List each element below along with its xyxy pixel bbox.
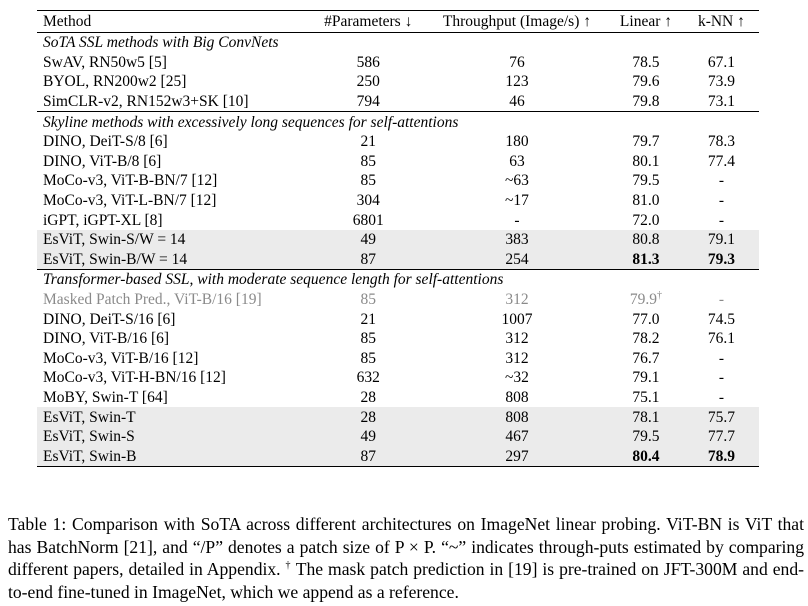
cell-knn [684, 53, 759, 73]
section-header-row [37, 33, 759, 53]
cell-method [37, 446, 311, 466]
cell-method [37, 349, 311, 369]
table-row [37, 290, 759, 310]
cell-throughput-text: 312 [505, 291, 529, 309]
cell-throughput-text: 312 [505, 330, 529, 348]
cell-throughput [426, 427, 608, 447]
cell-throughput [426, 132, 608, 152]
cell-params [311, 72, 426, 92]
cell-linear-text: 78.5 [632, 53, 660, 71]
cell-linear-text: 80.4 [632, 447, 660, 465]
cell-method [37, 132, 311, 152]
section-header-row [37, 112, 759, 132]
cell-linear [608, 210, 684, 230]
cell-method-text: MoBY, Swin-T [64] [43, 388, 168, 406]
cell-method [37, 407, 311, 427]
cell-linear-text: 81.0 [632, 192, 660, 210]
caption-text: Comparison with SoTA across different architectures on ImageNet linear probing. ViT-BN is ViT that has BatchNorm [21], and “/P” denotes a patch size of P × P. “~” indicates through-puts estimated by comparing different papers, detailed in Appendix. [8, 514, 804, 579]
cell-throughput-text: 76 [509, 53, 525, 71]
table-row [37, 446, 759, 466]
section-title: Transformer-based SSL, with moderate sequence length for self-attentions [37, 270, 759, 290]
cell-method-text: BYOL, RN200w2 [25] [43, 73, 187, 91]
cell-knn-text: 67.1 [707, 53, 735, 71]
cell-knn-text: - [718, 192, 724, 210]
cell-throughput-text: 808 [505, 408, 529, 426]
results-table [37, 10, 759, 467]
cell-method [37, 171, 311, 191]
cell-method [37, 210, 311, 230]
cell-linear [608, 230, 684, 250]
cell-linear [608, 368, 684, 388]
cell-throughput-text: 254 [505, 250, 529, 268]
cell-throughput [426, 250, 608, 270]
cell-linear-text: 75.1 [632, 388, 660, 406]
cell-params [311, 446, 426, 466]
cell-knn-text: - [718, 369, 724, 387]
cell-throughput [426, 92, 608, 112]
table-row [37, 427, 759, 447]
cell-params-text: 85 [360, 172, 376, 190]
cell-knn [684, 250, 759, 270]
cell-method-text: EsViT, Swin-S [43, 428, 135, 446]
cell-params-text: 6801 [352, 211, 384, 229]
cell-linear-text: 79.5 [632, 172, 660, 190]
cell-params-text: 21 [360, 310, 376, 328]
cell-throughput-text: ~32 [505, 369, 529, 387]
cell-linear [608, 309, 684, 329]
cell-knn [684, 309, 759, 329]
cell-method-text: EsViT, Swin-T [43, 408, 136, 426]
cell-throughput [426, 72, 608, 92]
cell-knn-text: 75.7 [707, 408, 735, 426]
cell-knn [684, 290, 759, 310]
cell-throughput [426, 309, 608, 329]
section-header-row [37, 270, 759, 290]
cell-params [311, 349, 426, 369]
cell-method-text: iGPT, iGPT-XL [8] [43, 211, 163, 229]
cell-params-text: 85 [360, 291, 376, 309]
cell-method [37, 427, 311, 447]
table-header-row [37, 11, 759, 33]
cell-linear [608, 171, 684, 191]
cell-linear [608, 152, 684, 172]
table-row [37, 368, 759, 388]
table-row [37, 210, 759, 230]
cell-linear-text: 78.2 [632, 330, 660, 348]
cell-throughput-text: ~17 [505, 192, 529, 210]
cell-params-text: 21 [360, 133, 376, 151]
cell-knn-text: 78.3 [707, 133, 735, 151]
cell-throughput [426, 388, 608, 408]
cell-knn-text: 77.4 [707, 152, 735, 170]
cell-params-text: 794 [356, 93, 380, 111]
cell-method-text: EsViT, Swin-B [43, 447, 137, 465]
cell-params-text: 87 [360, 250, 376, 268]
cell-knn-text: - [718, 388, 724, 406]
cell-knn [684, 72, 759, 92]
cell-throughput [426, 230, 608, 250]
table-row [37, 152, 759, 172]
caption-note: The mask patch prediction in [19] is pre-trained on JFT-300M and end-to-end fine-tuned in ImageNet, which we append as a reference. [8, 559, 804, 602]
cell-throughput [426, 152, 608, 172]
caption-dagger: † [285, 560, 292, 572]
cell-method-text: EsViT, Swin-B/W = 14 [43, 250, 188, 268]
table-row [37, 171, 759, 191]
cell-method-text: SwAV, RN50w5 [5] [43, 53, 167, 71]
cell-throughput [426, 329, 608, 349]
cell-linear [608, 290, 684, 310]
cell-method-text: MoCo-v3, ViT-L-BN/7 [12] [43, 192, 217, 210]
cell-knn [684, 407, 759, 427]
col-header-params: #Parameters ↓ [311, 11, 426, 33]
cell-throughput [426, 191, 608, 211]
cell-throughput-text: 808 [505, 388, 529, 406]
cell-params-text: 28 [360, 388, 376, 406]
cell-knn [684, 152, 759, 172]
cell-linear-text: 78.1 [632, 408, 660, 426]
cell-method-text: MoCo-v3, ViT-B-BN/7 [12] [43, 172, 218, 190]
cell-knn-text: - [718, 349, 724, 367]
cell-params [311, 210, 426, 230]
cell-params [311, 171, 426, 191]
cell-params [311, 92, 426, 112]
cell-linear-text: 72.0 [632, 211, 660, 229]
table-row [37, 329, 759, 349]
cell-method [37, 250, 311, 270]
cell-method-text: DINO, DeiT-S/16 [6] [43, 310, 176, 328]
cell-knn [684, 210, 759, 230]
cell-method [37, 92, 311, 112]
table-row [37, 349, 759, 369]
table-row [37, 132, 759, 152]
cell-params [311, 427, 426, 447]
cell-linear-text: 81.3 [632, 250, 660, 268]
cell-throughput-text: 467 [505, 428, 529, 446]
section-title: Skyline methods with excessively long sequences for self-attentions [37, 112, 759, 132]
cell-params-text: 250 [356, 73, 380, 91]
cell-method [37, 152, 311, 172]
cell-knn-text: - [718, 291, 724, 309]
cell-params-text: 632 [356, 369, 380, 387]
table-row [37, 92, 759, 112]
cell-throughput [426, 210, 608, 230]
cell-linear [608, 250, 684, 270]
cell-knn [684, 349, 759, 369]
cell-linear [608, 446, 684, 466]
cell-params-text: 28 [360, 408, 376, 426]
cell-linear-text: 80.8 [632, 231, 660, 249]
table-row [37, 407, 759, 427]
cell-throughput-text: - [514, 211, 520, 229]
table-row [37, 388, 759, 408]
cell-knn-text: 79.3 [707, 250, 735, 268]
cell-method [37, 53, 311, 73]
cell-method-text: SimCLR-v2, RN152w3+SK [10] [43, 93, 249, 111]
cell-knn [684, 446, 759, 466]
col-header-linear: Linear ↑ [608, 11, 684, 33]
cell-params-text: 49 [360, 231, 376, 249]
cell-linear-text: 79.9 [629, 291, 658, 309]
cell-method-text: DINO, ViT-B/16 [6] [43, 330, 170, 348]
cell-params [311, 329, 426, 349]
cell-params [311, 290, 426, 310]
cell-params [311, 152, 426, 172]
cell-knn [684, 329, 759, 349]
cell-throughput-text: 180 [505, 133, 529, 151]
cell-params [311, 53, 426, 73]
cell-linear [608, 132, 684, 152]
cell-knn [684, 92, 759, 112]
cell-knn-text: 76.1 [707, 330, 735, 348]
cell-params [311, 368, 426, 388]
table-row [37, 53, 759, 73]
cell-linear-text: 77.0 [632, 310, 660, 328]
cell-knn-text: 73.1 [707, 93, 735, 111]
cell-linear [608, 72, 684, 92]
cell-knn [684, 368, 759, 388]
cell-knn-text: 77.7 [707, 428, 735, 446]
cell-throughput-text: 63 [509, 152, 525, 170]
cell-knn-text: 78.9 [707, 447, 735, 465]
cell-linear [608, 191, 684, 211]
cell-throughput-text: ~63 [505, 172, 529, 190]
table-row [37, 250, 759, 270]
cell-method [37, 290, 311, 310]
caption-label: Table 1: [8, 514, 67, 534]
cell-throughput-text: 123 [505, 73, 529, 91]
cell-params [311, 132, 426, 152]
cell-method [37, 309, 311, 329]
cell-knn-text: - [718, 172, 724, 190]
table-caption [8, 513, 804, 603]
cell-params-text: 85 [360, 152, 376, 170]
cell-throughput-text: 312 [505, 349, 529, 367]
cell-linear-text: 80.1 [632, 152, 660, 170]
section-title: SoTA SSL methods with Big ConvNets [43, 34, 279, 52]
cell-params [311, 309, 426, 329]
dagger-mark: † [657, 289, 663, 301]
cell-throughput-text: 1007 [501, 310, 533, 328]
cell-params-text: 586 [356, 53, 380, 71]
cell-knn [684, 191, 759, 211]
cell-knn-text: 73.9 [707, 73, 735, 91]
cell-knn [684, 171, 759, 191]
cell-knn [684, 388, 759, 408]
cell-params [311, 388, 426, 408]
cell-linear [608, 388, 684, 408]
cell-method [37, 368, 311, 388]
cell-knn-text: 79.1 [707, 231, 735, 249]
cell-linear-text: 76.7 [632, 349, 660, 367]
cell-linear [608, 349, 684, 369]
cell-params-text: 304 [356, 192, 380, 210]
col-header-throughput: Throughput (Image/s) ↑ [426, 11, 608, 33]
cell-knn [684, 132, 759, 152]
cell-throughput [426, 290, 608, 310]
cell-throughput-text: 383 [505, 231, 529, 249]
cell-method [37, 191, 311, 211]
col-header-method: Method [37, 11, 311, 33]
cell-params-text: 85 [360, 349, 376, 367]
cell-linear-text: 79.6 [632, 73, 660, 91]
cell-linear-text: 79.5 [632, 428, 660, 446]
cell-params [311, 250, 426, 270]
cell-linear [608, 92, 684, 112]
cell-throughput [426, 368, 608, 388]
cell-knn-text: 74.5 [707, 310, 735, 328]
cell-linear [608, 53, 684, 73]
cell-throughput [426, 171, 608, 191]
cell-throughput [426, 446, 608, 466]
cell-method-text: DINO, DeiT-S/8 [6] [43, 133, 168, 151]
cell-linear-text: 79.1 [632, 369, 660, 387]
cell-method-text: MoCo-v3, ViT-B/16 [12] [43, 349, 199, 367]
cell-throughput-text: 297 [505, 447, 529, 465]
cell-linear-text: 79.8 [632, 93, 660, 111]
table-row [37, 72, 759, 92]
cell-linear-text: 79.7 [632, 133, 660, 151]
cell-method [37, 230, 311, 250]
cell-knn [684, 427, 759, 447]
cell-params-text: 49 [360, 428, 376, 446]
cell-params [311, 407, 426, 427]
col-header-knn: k-NN ↑ [684, 11, 759, 33]
cell-knn [684, 230, 759, 250]
cell-method [37, 388, 311, 408]
cell-params-text: 87 [360, 447, 376, 465]
cell-linear [608, 427, 684, 447]
cell-params [311, 230, 426, 250]
cell-method [37, 329, 311, 349]
table-row [37, 191, 759, 211]
cell-knn-text: - [718, 211, 724, 229]
cell-method [37, 72, 311, 92]
cell-linear [608, 329, 684, 349]
cell-params-text: 85 [360, 330, 376, 348]
cell-throughput [426, 53, 608, 73]
table-row [37, 230, 759, 250]
table-row [37, 309, 759, 329]
cell-method-text: DINO, ViT-B/8 [6] [43, 152, 162, 170]
cell-throughput-text: 46 [509, 93, 525, 111]
cell-params [311, 191, 426, 211]
cell-linear [608, 407, 684, 427]
cell-throughput [426, 407, 608, 427]
table-body [37, 33, 759, 467]
cell-method-text: MoCo-v3, ViT-H-BN/16 [12] [43, 369, 226, 387]
cell-method-text: EsViT, Swin-S/W = 14 [43, 231, 186, 249]
cell-throughput [426, 349, 608, 369]
cell-method-text: Masked Patch Pred., ViT-B/16 [19] [43, 291, 262, 309]
